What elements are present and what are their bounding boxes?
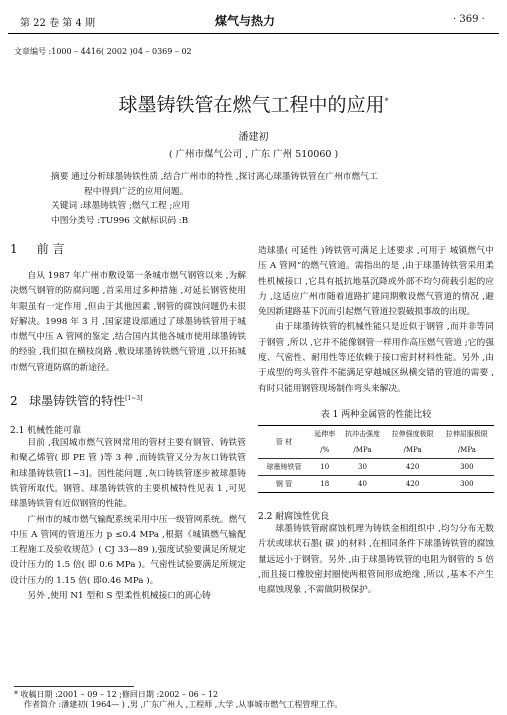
table-unit-cell: /MPa: [385, 442, 439, 459]
table-unit-cell: /MPa: [339, 442, 385, 459]
article-number: 文章编号 :1000 – 4416( 2002 )04 – 0369 – 02: [14, 47, 192, 56]
footnote-rule: [14, 686, 134, 687]
table-unit-cell: /%: [310, 442, 339, 459]
table-row: [258, 458, 494, 475]
footnote: [14, 690, 342, 710]
paragraph: 目前 ,我国城市燃气管网常用的管材主要有钢管、铸铁管和聚乙烯管( 即 PE 管 )等 3 种 ,而铸铁管又分为灰口铸铁管和球墨铸铁管[1~3]。因性能问题 ,灰口铸铁管逐步被球墨铸铁管所取代。钢管、球墨铸铁管的主要机械特性见表 1 ,可见球墨铸铁管有近似钢管的性能。: [10, 438, 246, 510]
table-unit-cell: /MPa: [440, 442, 494, 459]
subsection-2-1-heading: 2.1 机械性能可靠: [10, 426, 82, 437]
table-cell: 球墨铸铁管: [258, 458, 310, 475]
paragraph: 自从 1987 年广州市敷设第一条城市燃气钢管以来 ,为解决燃气钢管的防腐问题 ,首采用过多种措施 ,对延长钢管使用年限虽有一定作用 ,但由于其他因素 ,钢管的腐蚀问题仍未很好解决。1998 年 3 月 ,国家建设部通过了球墨铸铁管用于城市燃气中压 A 管网的鉴定 ,结合国内其他各城市使用球墨铸铁的经验 ,我们拟在横枝岗路 ,敷设球墨铸铁燃气管道 ,以开拓城市燃气管道防腐的新途径。: [10, 271, 246, 373]
section-1-title: 前 言: [36, 242, 65, 256]
abstract: [51, 170, 471, 228]
section-2-title: 球墨铸铁管的特性: [29, 394, 126, 409]
footnote-received: * 收稿日期 :2001 – 09 – 12 ;修回日期 :2002 – 06 – 12: [14, 690, 219, 699]
paragraph: 球墨铸铁管耐腐蚀机理为铸铁金相组织中 ,均匀分布无数片状或球状石墨( 碳 )的材料 ,在相同条件下球墨铸铁管的腐蚀量远远小于钢管。另外 ,由于球墨铸铁管的电阻为钢管的 5 倍 ,而且接口橡胶密封圈使两根管间形成绝缘 ,所以 ,基本不产生电腐蚀现象 ,不需做阴极保护。: [258, 523, 494, 596]
table-caption: 表 1 两种金属管的性能比较: [320, 409, 432, 420]
title-text: 球墨铸铁管在燃气工程中的应用: [118, 94, 385, 116]
section-1-heading: [10, 240, 246, 257]
table-cell: 420: [385, 475, 439, 492]
paragraph: 造球墨( 可延性 )铸铁管可满足上述要求 ,可用于 城镇燃气中压 A 管网”的燃气管道。需指出的是 ,由于球墨铸铁管采用柔性机械接口 ,它具有抵抗地基沉降或外部不均匀荷载引起的应力 ,这适应广州市随着道路扩建同期敷设燃气管道的情况 ,避免因新建路基下沉而引起燃气管道拉裂破损事故的出现。: [258, 246, 494, 318]
table-cell: 30: [339, 458, 385, 475]
table-row: [258, 475, 494, 492]
classification: 中图分类号 :TU996 文献标识码 :B: [51, 215, 189, 226]
section-1-number: 1: [10, 242, 18, 256]
table-header-cell: 拉伸强度极限: [385, 425, 439, 442]
right-column-body: [258, 244, 494, 397]
table-cell: 18: [310, 475, 339, 492]
title-footnote-mark: *: [384, 96, 389, 106]
header-rule: [8, 33, 499, 34]
subsection-2-2-body: [258, 522, 494, 598]
page-number: · 369 ·: [453, 14, 485, 25]
left-column: [10, 234, 246, 604]
right-column: [258, 244, 494, 598]
table-cell: 300: [440, 458, 494, 475]
table-cell: 10: [310, 458, 339, 475]
comparison-table: [258, 425, 494, 493]
author: 潘建初: [238, 132, 269, 143]
paragraph: 另外 ,使用 N1 型和 S 型柔性机械接口的离心铸: [27, 591, 211, 602]
table-cell: 420: [385, 458, 439, 475]
table-cell: 300: [440, 475, 494, 492]
table-header-cell: 拉伸屈服极限: [440, 425, 494, 442]
subsection-2-1-body: [10, 436, 246, 604]
section-1-body: [10, 269, 246, 376]
section-2-number: 2: [10, 394, 18, 409]
table-header-cell: 抗冲击强度: [339, 425, 385, 442]
subsection-2-2-heading: 2.2 耐腐蚀性优良: [258, 511, 330, 522]
abstract-line-1: 摘要 通过分析球墨铸铁性质 ,结合广州市的特性 ,探讨离心球墨铸铁管在广州市燃气工: [51, 172, 378, 182]
table-cell: 钢 管: [258, 475, 310, 492]
paragraph: 由于球墨铸铁管的机械性能只是近似于钢管 ,而并非等同于钢管 ,所以 ,它并不能像钢管一样用作高压燃气管道 ;它的强度、气密性、耐用性等还依赖于接口密封材料性能。另外 ,由于成型的弯头管件不能满足穿越城区纵横交错的管道的需要 ,有时只能用钢管现场制作弯头来解决。: [258, 322, 494, 394]
table-cell: 40: [339, 475, 385, 492]
keywords: 关键词 :球墨铸铁管 ;燃气工程 ;应用: [51, 201, 190, 211]
abstract-line-2: 程中得到广泛的应用问题。: [84, 186, 189, 197]
table-header-cell: 延伸率: [310, 425, 339, 442]
paragraph: 广州市的城市燃气输配系统采用中压一级管网系统。燃气中压 A 管网的管道压力 p ≤0.4 MPa ,根据《城镇燃气输配工程施工及验收规范》( CJ 33—89 ),强度试验要满足所规定设计压力的 1.5 倍( 即 0.6 MPa )。气密性试验要满足所规定设计压力的 1.15 倍( 即0.46 MPa )。: [10, 514, 246, 586]
table-header-cell: 管 材: [258, 425, 310, 458]
page-title: [0, 90, 507, 117]
journal-name: 煤气与热力: [215, 14, 276, 28]
footnote-author-bio: 作者简介 :潘建初( 1964— ) ,男 ,广东广州人 ,工程师 ,大学 ,从事城市燃气工程管理工作。: [24, 700, 343, 709]
volume-issue: 第 22 卷 第 4 期: [20, 18, 95, 29]
section-2-heading: [10, 392, 246, 409]
affiliation: ( 广州市煤气公司 , 广东 广州 510060 ): [168, 149, 339, 160]
section-2-reference: [1~3]: [125, 395, 143, 403]
